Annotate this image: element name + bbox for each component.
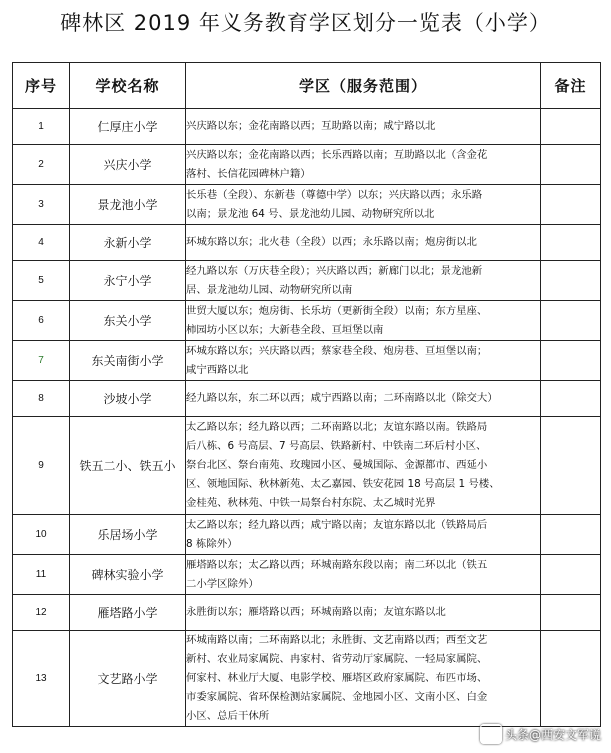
- district-line: 以南；景龙池 64 号、景龙池幼儿园、动物研究所以北: [186, 207, 435, 220]
- note-cell: [541, 225, 601, 261]
- district-line: 何家村、林业厅大厦、电影学校、雁塔区政府家属院、布匹市场、: [186, 672, 488, 684]
- district-range: [186, 261, 541, 301]
- district-line: 8 栋除外）: [186, 537, 238, 550]
- table-header-row: [13, 63, 601, 109]
- district-range: [186, 301, 541, 341]
- district-line: 太乙路以东；经九路以西；二环南路以北；友谊东路以南。铁路局: [186, 421, 488, 433]
- row-number: 11: [13, 555, 70, 595]
- district-line: 柿园坊小区以东；大新巷全段、亘垣堡以南: [186, 323, 384, 336]
- note-cell: [541, 145, 601, 185]
- watermark: [480, 723, 601, 745]
- row-number: 10: [13, 515, 70, 555]
- district-line: 区、领地国际、秋林新苑、太乙嘉园、铁安花园 18 号高层 1 号楼、: [186, 478, 500, 490]
- district-range: [186, 225, 541, 261]
- page-title: 碑林区 2019 年义务教育学区划分一览表（小学）: [60, 11, 551, 35]
- note-cell: [541, 595, 601, 631]
- note-cell: [541, 381, 601, 417]
- note-cell: [541, 109, 601, 145]
- row-number: 12: [13, 595, 70, 631]
- school-name: 雁塔路小学: [70, 595, 186, 631]
- district-range: [186, 185, 541, 225]
- district-range: [186, 595, 541, 631]
- row-number: 13: [13, 631, 70, 727]
- district-line: 咸宁西路以北: [186, 363, 249, 376]
- note-cell: [541, 631, 601, 727]
- table-row: [13, 109, 601, 145]
- district-line: 二小学区除外）: [186, 577, 259, 590]
- district-line: 环城东路以东；兴庆路以西；蔡家巷全段、炮房巷、亘垣堡以南；: [186, 344, 488, 357]
- district-range: [186, 109, 541, 145]
- school-name: 东关南街小学: [70, 341, 186, 381]
- district-range: [186, 631, 541, 727]
- toutiao-logo-icon: [480, 724, 502, 744]
- table-row: [13, 417, 601, 515]
- district-line: 雁塔路以东；太乙路以西；环城南路东段以南；南二环以北（铁五: [186, 558, 488, 571]
- row-number: 4: [13, 225, 70, 261]
- row-number: 6: [13, 301, 70, 341]
- table-row: [13, 145, 601, 185]
- district-line: 金桂苑、秋林苑、中铁一局祭台村东院、太乙城时光界: [186, 497, 436, 509]
- school-name: 铁五二小、铁五小: [70, 417, 186, 515]
- district-line: 经九路以东，东二环以西；咸宁西路以南；二环南路以北（除交大）: [186, 392, 498, 404]
- district-line: 小区、总后干休所: [186, 710, 270, 722]
- district-line: 太乙路以东；经九路以西；咸宁路以南；友谊东路以北（铁路局后: [186, 518, 488, 531]
- header-note: 备注: [541, 63, 601, 109]
- district-range: [186, 381, 541, 417]
- note-cell: [541, 341, 601, 381]
- table-row: [13, 301, 601, 341]
- school-name: 文艺路小学: [70, 631, 186, 727]
- school-name: 仁厚庄小学: [70, 109, 186, 145]
- watermark-text: 头条@西安文军说: [504, 727, 601, 742]
- district-range: [186, 555, 541, 595]
- district-line: 长乐巷（全段）、东新巷（尊德中学）以东；兴庆路以西；永乐路: [186, 188, 483, 201]
- school-name: 东关小学: [70, 301, 186, 341]
- district-line: 市委家属院、省环保检测站家属院、金地园小区、文南小区、白金: [186, 691, 488, 703]
- table-row: [13, 341, 601, 381]
- header-school: 学校名称: [70, 63, 186, 109]
- row-number: 7: [13, 341, 70, 381]
- row-number: 8: [13, 381, 70, 417]
- note-cell: [541, 417, 601, 515]
- school-name: 永新小学: [70, 225, 186, 261]
- district-line: 后八栋、6 号高层、7 号高层、铁路新村、中铁南二环后村小区、: [186, 440, 487, 452]
- school-name: 沙坡小学: [70, 381, 186, 417]
- row-number: 5: [13, 261, 70, 301]
- table-row: [13, 555, 601, 595]
- table-row: [13, 261, 601, 301]
- school-name: 景龙池小学: [70, 185, 186, 225]
- district-line: 居、景龙池幼儿园、动物研究所以南: [186, 283, 353, 296]
- table-row: [13, 225, 601, 261]
- district-range: [186, 341, 541, 381]
- district-range: [186, 145, 541, 185]
- note-cell: [541, 555, 601, 595]
- row-number: 2: [13, 145, 70, 185]
- district-line: 永胜街以东；雁塔路以西；环城南路以南；友谊东路以北: [186, 606, 446, 618]
- table-row: [13, 185, 601, 225]
- district-range: [186, 515, 541, 555]
- note-cell: [541, 301, 601, 341]
- note-cell: [541, 261, 601, 301]
- district-line: 经九路以东（万庆巷全段）；兴庆路以西；新廊门以北；景龙池新: [186, 264, 483, 277]
- table-row: [13, 631, 601, 727]
- header-district: 学区（服务范围）: [186, 63, 541, 109]
- header-no: 序号: [13, 63, 70, 109]
- school-name: 兴庆小学: [70, 145, 186, 185]
- school-name: 碑林实验小学: [70, 555, 186, 595]
- row-number: 9: [13, 417, 70, 515]
- district-line: 祭台北区、祭台南苑、玫瑰园小区、曼城国际、金源都市、西延小: [186, 459, 488, 471]
- district-table: [12, 62, 601, 727]
- table-row: [13, 595, 601, 631]
- row-number: 1: [13, 109, 70, 145]
- district-line: 新村、农业局家属院、冉家村、省劳动厅家属院、一轻局家属院、: [186, 653, 488, 665]
- district-line: 兴庆路以东；金花南路以西；互助路以南；咸宁路以北: [186, 120, 436, 132]
- row-number: 3: [13, 185, 70, 225]
- table-row: [13, 515, 601, 555]
- district-line: 世贸大厦以东；炮房街、长乐坊（更新街全段）以南；东方星座、: [186, 304, 488, 317]
- school-name: 永宁小学: [70, 261, 186, 301]
- district-line: 落村、长信花园碑林户籍）: [186, 167, 311, 180]
- district-line: 环城南路以南；二环南路以北；永胜街、文艺南路以西；西至文艺: [186, 634, 488, 646]
- table-row: [13, 381, 601, 417]
- school-name: 乐居场小学: [70, 515, 186, 555]
- district-line: 兴庆路以东；金花南路以西；长乐西路以南；互助路以北（含金花: [186, 148, 488, 161]
- note-cell: [541, 515, 601, 555]
- note-cell: [541, 185, 601, 225]
- district-line: 环城东路以东；北火巷（全段）以西；永乐路以南；炮房街以北: [186, 236, 477, 248]
- district-range: [186, 417, 541, 515]
